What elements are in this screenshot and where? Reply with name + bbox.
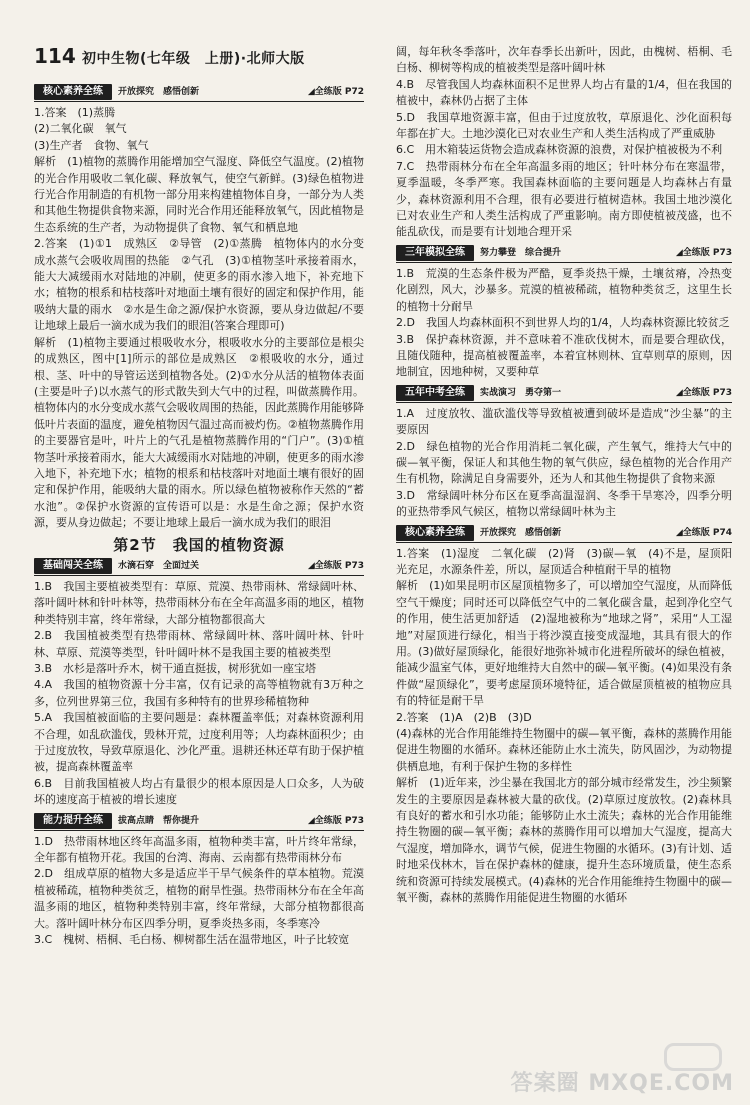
answer-paragraph: 解析 (1)植物的蒸腾作用能增加空气湿度、降低空气温度。(2)植物的光合作用吸收二氧化碳、释放氧气，使空气新鲜。(3)绿色植物进行光合作用制造的有机物一部分用来构建植物体自身，一部分为人类和其他生物提供食物来源，同时光合作用还能释放氧气，因此植物是生态系统的生产者，为动物提供了食物、氧气和栖息地: [34, 155, 364, 234]
answer-paragraph: 2.B 我国植被类型有热带雨林、常绿阔叶林、落叶阔叶林、针叶林、草原、荒漠等类型，针叶阔叶林不是我国主要的植被类型: [34, 629, 364, 659]
answer-paragraph: 4.A 我国的植物资源十分丰富，仅有记录的高等植物就有3万种之多，位列世界第三位，我国有多种特有的世界珍稀植物种: [34, 678, 364, 708]
section-rule: [396, 542, 732, 543]
section-badge: 基础闯关全练: [34, 558, 112, 574]
answer-paragraph: 5.A 我国植被面临的主要问题是：森林覆盖率低；对森林资源利用不合理，如乱砍滥伐，毁林开荒，过度利用等；人均森林面积少；由于过度放牧，导致草原退化、沙化严重。退耕还林还草有助于保护植被，提高森林覆盖率: [34, 711, 364, 774]
answer-paragraph: 阔，每年秋冬季落叶，次年春季长出新叶，因此，由槐树、梧桐、毛白杨、柳树等构成的植被类型是落叶阔叶林: [396, 45, 732, 75]
section-bar-core-literacy-2: [396, 523, 732, 543]
section-ref: ◢全练版 P73: [675, 247, 732, 258]
section-slogan: 开放探究 感悟创新: [480, 527, 562, 538]
section-ref: ◢全练版 P73: [307, 560, 364, 571]
section-ref: ◢全练版 P73: [675, 387, 732, 398]
answer-paragraph: 解析 (1)植物主要通过根吸收水分，根吸收水分的主要部位是根尖的成熟区，图中[1]所示的部位是成熟区 ②根吸收的水分，通过根、茎、叶中的导管运送到植物各处。(2)①水分从活的植物体表面(主要是叶子)以水蒸气的形式散失到大气中的过程，叫做蒸腾作用。植物体内的水分变成水蒸气会吸收周围的热能，因此蒸腾作用能够降低叶片表面的温度，避免植物因气温过高而被灼伤。②植物蒸腾作用的主要器官是叶，叶片上的气孔是植物蒸腾作用的“门户”。(3)①植物茎叶承接着雨水，能大大减缓雨水对陆地的冲刷，使更多的雨水渗入地下，补充地下水；植物的根系和枯枝落叶对地面土壤有很好的固定和保护作用，能吸纳大量的雨水。所以绿色植物被称作天然的“蓄水池”。②保护水资源的宣传语可以是：水是生命之源；保护水资源，要从身边做起；不要让地球上最后一滴水成为我们的眼泪: [34, 335, 364, 530]
answer-paragraph: 5.D 我国草地资源丰富，但由于过度放牧，草原退化、沙化面积每年都在扩大。土地沙漠化已对农业生产和人类生活构成了严重威胁: [396, 110, 732, 141]
section-slogan: 水滴石穿 全面过关: [118, 560, 200, 571]
answer-paragraph: 1.答案 (1)湿度 二氧化碳 (2)肾 (3)碳—氧 (4)不是，屋顶阳光充足，水源条件差，所以，屋顶适合种植耐干旱的植物: [396, 546, 732, 576]
answer-paragraph: 6.C 用木箱装运货物会造成森林资源的浪费，对保护植被极为不利: [396, 143, 723, 157]
right-column: [396, 44, 732, 907]
answer-paragraph: 解析 (1)近年来，沙尘暴在我国北方的部分城市经常发生，沙尘频繁发生的主要原因是森林被大量的砍伐。(2)草原过度放牧。(2)森林具有良好的蓄水和引水功能；能够防止水土流失；森林的光合作用能维持生物圈的碳—氧平衡；森林的蒸腾作用可以增加大气湿度，提高大气湿度，增加降水，调节气候，促进生物圈的水循环。(3)有计划、适时地采伐林木，旨在保护森林的健康，提升生态环境质量，使生态系统和资源可持续发展模式。(4)森林的光合作用能维持生物圈中的碳—氧平衡，森林的蒸腾作用能促进生物圈的水循环: [396, 776, 732, 905]
answer-paragraph: 3.B 保护森林资源，并不意味着不准砍伐树木，而是要合理砍伐，且随伐随种，提高植被覆盖率，本着宜林则林、宜草则草的原则，因地制宜，因地种树，又要种草: [396, 332, 732, 379]
answer-paragraph: (3)生产者 食物、氧气: [34, 138, 149, 152]
section-title: 第2节 我国的植物资源: [113, 535, 285, 554]
page-number: 114: [34, 44, 76, 68]
answer-paragraph: 1.B 荒漠的生态条件极为严酷，夏季炎热干燥，土壤贫瘠，冷热变化剧烈，风大，沙暴多。荒漠的植被稀疏，植物种类贫乏，这里生长的植物十分耐旱: [396, 266, 732, 313]
section-bar-basic: [34, 556, 364, 576]
section-ref: ◢全练版 P73: [307, 815, 364, 826]
section-ref: ◢全练版 P74: [675, 527, 732, 538]
answer-paragraph: 6.B 目前我国植被人均占有量很少的根本原因是人口众多，人为破坏的速度高于植被的增长速度: [34, 776, 364, 807]
section-badge: 三年模拟全练: [396, 245, 474, 261]
section-slogan: 努力攀登 综合提升: [480, 247, 562, 258]
section-badge: 五年中考全练: [396, 385, 474, 401]
section-rule: [396, 402, 732, 403]
left-column: [34, 80, 364, 949]
answer-paragraph: 2.D 我国人均森林面积不到世界人均的1/4，人均森林资源比较贫乏: [396, 316, 730, 330]
book-title: 初中生物(七年级 上册)·北师大版: [82, 51, 305, 67]
answer-paragraph: 2.D 绿色植物的光合作用消耗二氧化碳，产生氧气，维持大气中的碳—氧平衡，保证人和其他生物的氧气供应，绿色植物的光合作用产生有机物，除满足自身需要外，还为人和其他生物提供了食物来源: [396, 439, 732, 486]
section-rule: [34, 575, 364, 576]
answer-paragraph: 1.B 我国主要植被类型有：草原、荒漠、热带雨林、常绿阔叶林、落叶阔叶林和针叶林等，热带雨林分布在全年高温多雨的地区，植物种类特别丰富，终年常绿，大部分植物都很高大: [34, 579, 364, 626]
answer-paragraph: (2)二氧化碳 氧气: [34, 122, 127, 136]
section-badge: 核心素养全练: [396, 525, 474, 541]
answer-paragraph: 解析 (1)如果昆明市区屋顶植物多了，可以增加空气湿度，从而降低空气干燥度；同时还可以降低空气中的二氧化碳含量，起到净化空气的作用，使生活更加舒适 (2)湿地被称为“地球之肾”，采用“人工湿地”对屋顶进行绿化，相当于将沙漠直接变成湿地，其具有很大的作用。(3)做好屋顶绿化，能很好地弥补城市化进程所破坏的绿色植被，能减少温室气体，更好地维持大自然中的碳—氧平衡。(4)如果没有条件做“屋顶绿化”，要考虑屋顶环境特征，适合做屋顶植被的植物应具有的特征是耐干旱: [396, 579, 732, 708]
watermark: 答案圈 MXQE.COM: [510, 1071, 734, 1096]
answer-paragraph: 1.答案 (1)蒸腾: [34, 106, 116, 119]
answer-paragraph: 3.D 常绿阔叶林分布区在夏季高温湿润、冬季干旱寒冷，四季分明的亚热带季风气候区，植物以常绿阔叶林为主: [396, 488, 732, 519]
section-rule: [34, 830, 364, 831]
section-bar-ability: [34, 811, 364, 831]
section-bar-core-literacy: [34, 82, 364, 102]
section-rule: [396, 262, 732, 263]
section-slogan: 实战演习 勇夺第一: [480, 387, 562, 398]
section-badge: 核心素养全练: [34, 84, 112, 100]
answer-paragraph: 4.B 尽管我国人均森林面积不足世界人均占有量的1/4，但在我国的植被中，森林仍占据了主体: [396, 77, 732, 108]
section-badge: 能力提升全练: [34, 813, 112, 829]
answer-paragraph: 3.B 水杉是落叶乔木，树干通直挺拔，树形犹如一座宝塔: [34, 662, 317, 675]
answer-paragraph: 2.D 组成草原的植物大多是适应半干旱气候条件的草本植物。荒漠植被稀疏，植物种类贫乏，植物的耐旱性强。热带雨林分布在全年高温多雨的地区，植物种类特别丰富，终年常绿，大部分植物都很高大。落叶阔叶林分布区四季分明，夏季炎热多雨，冬季寒冷: [34, 867, 364, 930]
section-slogan: 拔高点睛 帮你提升: [118, 815, 200, 826]
section-bar-five-year: [396, 383, 732, 403]
answer-paragraph: (4)森林的光合作用能维持生物圈中的碳—氧平衡，森林的蒸腾作用能促进生物圈的水循环。森林还能防止水土流失，防风固沙，为动物提供栖息地，有利于保护生物的多样性: [396, 727, 732, 773]
answer-paragraph: 7.C 热带雨林分布在全年高温多雨的地区；针叶林分布在寒温带，夏季温暖，冬季严寒。我国森林面临的主要问题是人均森林占有量少，森林资源利用不合理，很有必要进行植树造林。我国土地沙漠化已对农业生产和人类生活构成了严重影响。南方即使植被茂盛，也不能乱砍伐，而是要有计划地合理开采: [396, 159, 732, 239]
section-ref: ◢全练版 P72: [307, 87, 364, 97]
section-rule: [34, 101, 364, 102]
answer-paragraph: 2.答案 (1)①1 成熟区 ②导管 (2)①蒸腾 植物体内的水分变成水蒸气会吸收周围的热能 ②气孔 (3)①植物茎叶承接着雨水，能大大减缓雨水对陆地的冲刷，使更多的雨水渗入地下，补充地下水；植物的根系和枯枝落叶对地面土壤有很好的固定和保护作用，能吸纳大量的雨水 ②水是生命之源/保护水资源，要从身边做起/不要让地球上最后一滴水成为我们的眼泪(答案合理即可): [34, 237, 364, 333]
section-bar-three-year: [396, 243, 732, 263]
section-slogan: 开放探究 感悟创新: [118, 87, 200, 97]
answer-paragraph: 1.D 热带雨林地区终年高温多雨，植物种类丰富，叶片终年常绿，全年都有植物开花。我国的台湾、海南、云南都有热带雨林分布: [34, 834, 364, 865]
answer-paragraph: 2.答案 (1)A (2)B (3)D: [396, 710, 532, 724]
answer-paragraph: 1.A 过度放牧、滥砍滥伐等导致植被遭到破坏是造成“沙尘暴”的主要原因: [396, 406, 732, 437]
answer-paragraph: 3.C 槐树、梧桐、毛白杨、柳树都生活在温带地区，叶子比较宽: [34, 933, 350, 947]
